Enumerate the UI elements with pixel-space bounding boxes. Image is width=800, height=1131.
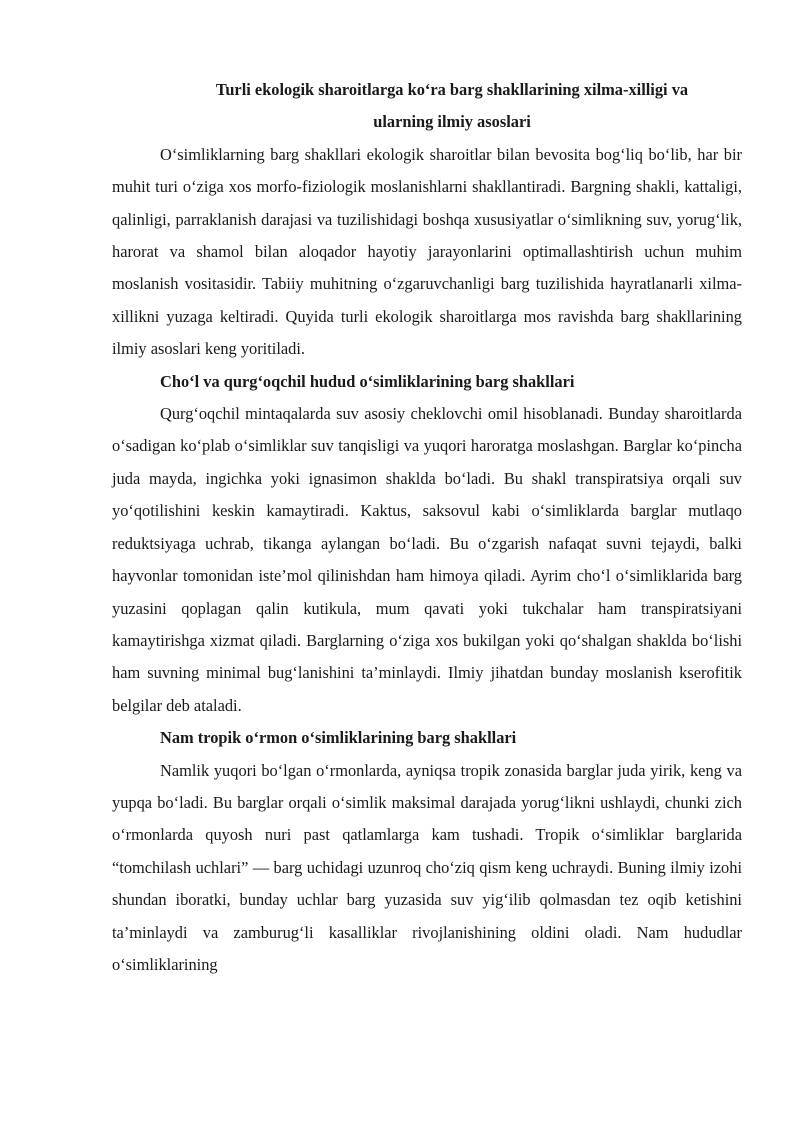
document-title [112, 74, 742, 139]
section-heading-tropical: Nam tropik o‘rmon o‘simliklarining barg shakllari [160, 728, 517, 748]
intro-paragraph: O‘simliklarning barg shakllari ekologik sharoitlar bilan bevosita bog‘liq bo‘lib, har bir muhit turi o‘ziga xos morfo-fiziologik moslanishlarni shakllantiradi. Bargning shakli, kattaligi, qalinligi, parraklanish darajasi va tuzilishidagi boshqa xususiyatlar o‘simlikning suv, yorug‘lik, harorat va shamol bilan aloqador hayotiy jarayonlarini optimallashtirish uchun muhim moslanish vositasidir. Tabiiy muhitning o‘zgaruvchanligi barg tuzilishida hayratlanarli xilma-xillikni yuzaga keltiradi. Quyida turli ekologik sharoitlarga mos ravishda barg shakllarining ilmiy asoslari keng yoritiladi. [112, 144, 742, 359]
desert-paragraph: Qurg‘oqchil mintaqalarda suv asosiy cheklovchi omil hisoblanadi. Bunday sharoitlarda o‘sadigan ko‘plab o‘simliklar suv tanqisligi va yuqori haroratga moslashgan. Barglar ko‘pincha juda mayda, ingichka yoki ignasimon shaklda bo‘ladi. Bu shakl transpiratsiya orqali suv yo‘qotilishini keskin kamaytiradi. Kaktus, saksovul kabi o‘simliklarda barglar mutlaqo reduktsiyaga uchrab, tikanga aylangan bo‘ladi. Bu o‘zgarish nafaqat suvni tejaydi, balki hayvonlar tomonidan iste’mol qilinishdan ham himoya qiladi. Ayrim cho‘l o‘simliklarida barg yuzasini qoplagan qalin kutikula, mum qavati yoki tukchalar ham transpiratsiyani kamaytirishga xizmat qiladi. Barglarning o‘ziga xos bukilgan yoki qo‘shalgan shaklda bo‘lishi ham suvning minimal bug‘lanishini ta’minlaydi. Ilmiy jihatdan bunday moslanish kserofitik belgilar deb ataladi. [112, 404, 742, 715]
title-line-1: Turli ekologik sharoitlarga ko‘ra barg shakllarining xilma-xilligi va [215, 80, 689, 99]
tropical-paragraph: Namlik yuqori bo‘lgan o‘rmonlarda, ayniqsa tropik zonasida barglar juda yirik, keng va yupqa bo‘ladi. Bu barglar orqali o‘simlik maksimal darajada yorug‘likni ushlaydi, chunki zich o‘rmonlarda quyosh nuri past qatlamlarga kam tushadi. Tropik o‘simliklar barglarida “tomchilash uchlari” — barg uchidagi uzunroq cho‘ziq qism keng uchraydi. Buning ilmiy izohi shundan iboratki, bunday uchlar barg yuzasida suv yig‘ilib qolmasdan tez oqib ketishini ta’minlaydi va zamburug‘li kasalliklar rivojlanishining oldini oladi. Nam hududlar o‘simliklarining [112, 760, 742, 974]
section-heading-desert: Cho‘l va qurg‘oqchil hudud o‘simliklarining barg shakllari [160, 371, 575, 391]
title-line-2: ularning ilmiy asoslari [373, 112, 531, 132]
document-page [112, 74, 742, 981]
